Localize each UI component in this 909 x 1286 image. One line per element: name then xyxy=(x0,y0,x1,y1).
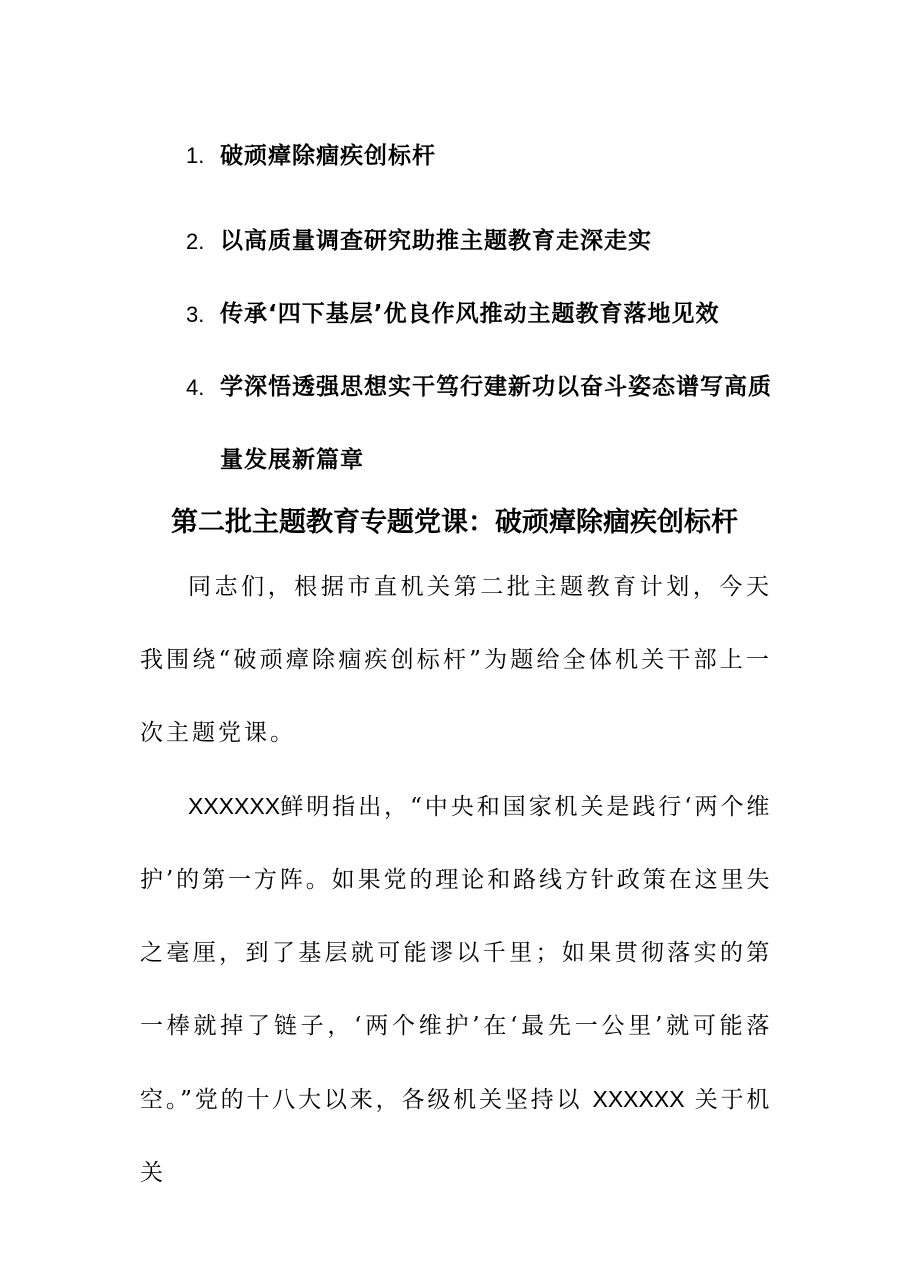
toc-item-2 xyxy=(186,205,786,278)
toc-text: 以高质量调查研究助推主题教育走深走实 xyxy=(220,228,652,254)
toc-number: 2. xyxy=(186,229,205,254)
paragraph-2-text-b: 关于机关 xyxy=(140,1087,772,1186)
toc-item-3 xyxy=(186,278,786,351)
toc-item-4 xyxy=(186,351,786,497)
toc-text: 破顽瘴除痼疾创标杆 xyxy=(220,143,436,169)
toc-number: 3. xyxy=(186,302,205,327)
paragraph-2-text-a: 鲜明指出，“中央和国家机关是践行‘两个维护’的第一方阵。如果党的理论和路线方针政策在这里失之毫厘，到了基层就可能谬以千里；如果贯彻落实的第一棒就掉了链子，‘两个维护’在‘最先一公里’就可能落空。”党的十八大以来，各级机关坚持以 xyxy=(140,794,772,1113)
toc-number: 4. xyxy=(186,375,205,400)
toc-item-1 xyxy=(186,132,786,180)
redacted-name: XXXXXX xyxy=(592,1086,685,1112)
document-body xyxy=(140,551,772,1210)
paragraph-1: 同志们，根据市直机关第二批主题教育计划，今天我围绕“破顽瘴除痼疾创标杆”为题给全体机关干部上一次主题党课。 xyxy=(140,574,772,746)
redacted-name: XXXXXX xyxy=(188,793,281,819)
toc-number: 1. xyxy=(186,143,205,168)
table-of-contents xyxy=(186,132,786,497)
document-title: 第二批主题教育专题党课：破顽瘴除痼疾创标杆 xyxy=(171,507,738,538)
paragraph-2 xyxy=(140,770,772,1210)
toc-text: 传承‘四下基层’优良作风推动主题教育落地见效 xyxy=(220,301,720,327)
toc-text: 学深悟透强思想实干笃行建新功以奋斗姿态谱写高质量发展新篇章 xyxy=(220,374,772,473)
